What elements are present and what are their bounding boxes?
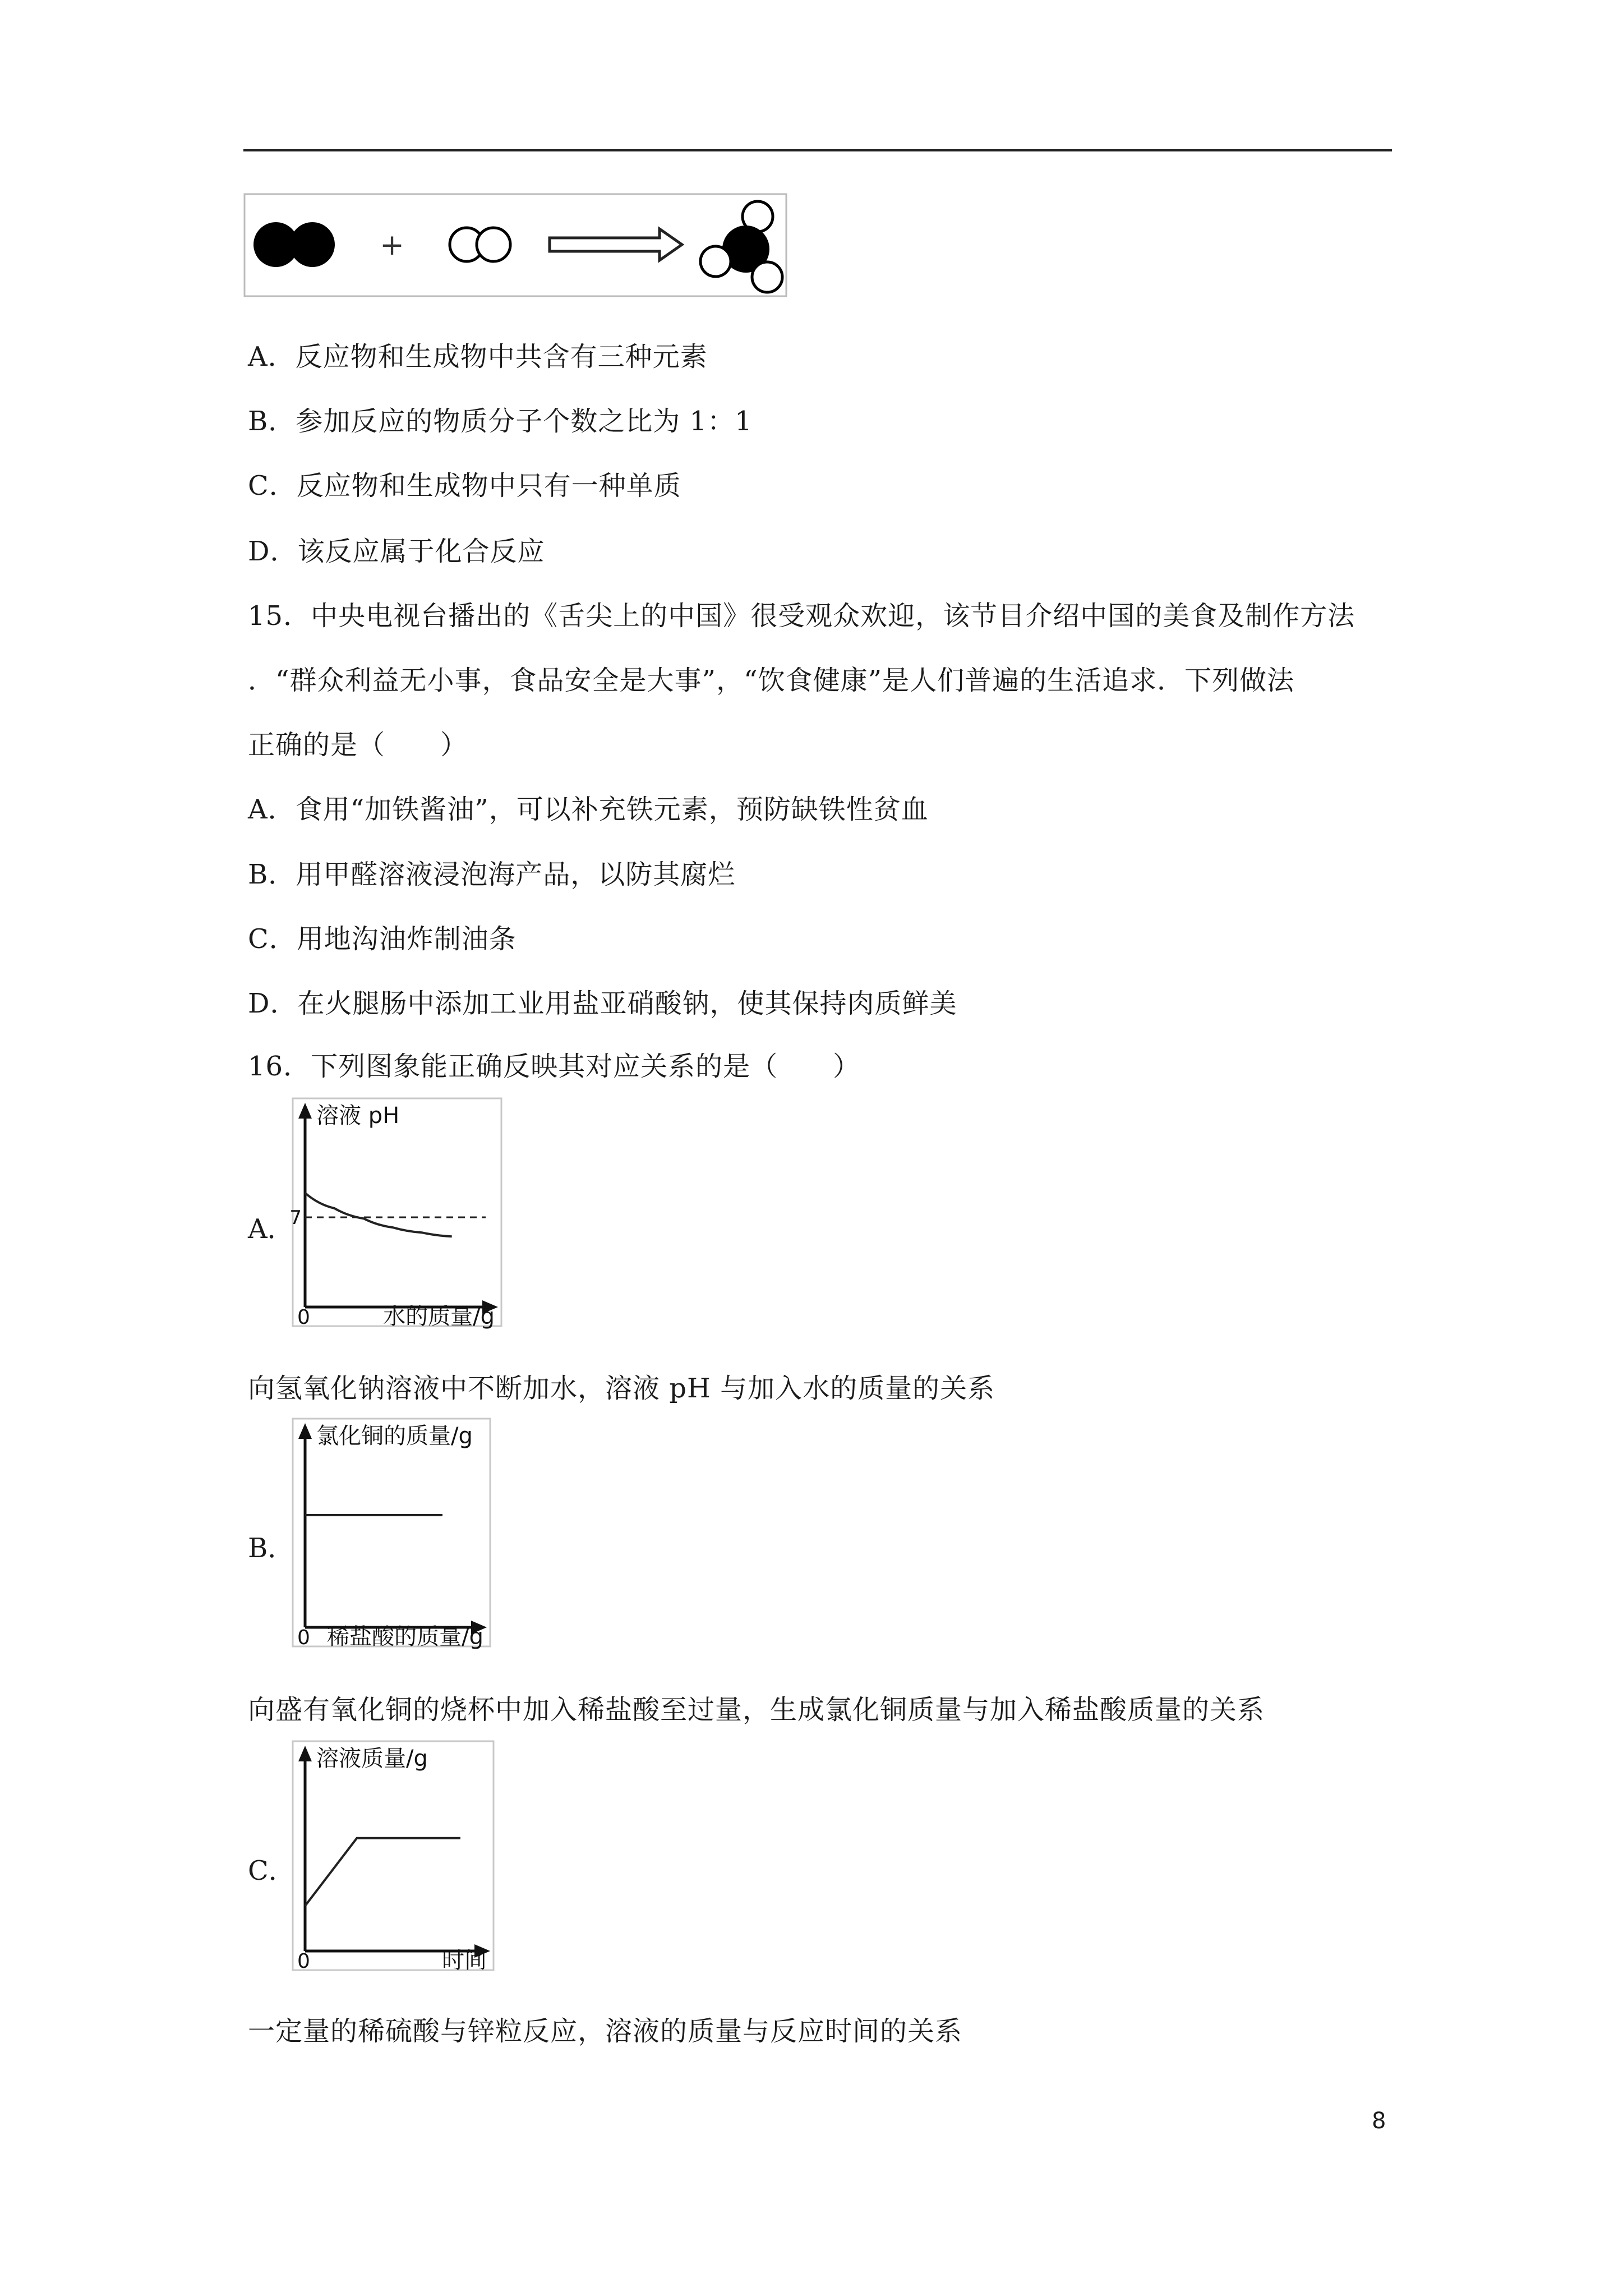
q15-option-b: B．用甲醛溶液浸泡海产品，以防其腐烂 (248, 859, 736, 890)
q16-option-c-caption: 一定量的稀硫酸与锌粒反应，溶液的质量与反应时间的关系 (248, 2016, 963, 2047)
x-axis-label: 时间 (442, 1948, 487, 1973)
y-axis-arrow (298, 1423, 312, 1439)
chart-b (292, 1418, 491, 1648)
y-axis-label: 溶液 pH (316, 1103, 400, 1129)
chart-a (289, 1097, 502, 1329)
q16-option-a-letter: A． (248, 1213, 294, 1245)
y-axis-arrow (298, 1103, 312, 1119)
black-atom (290, 222, 335, 267)
x-axis-label: 水的质量/g (383, 1304, 495, 1329)
page-number: 8 (1372, 2108, 1386, 2134)
plus-sign: + (380, 228, 404, 262)
origin-label: 0 (297, 1306, 310, 1329)
y-axis-label: 氯化铜的质量/g (316, 1423, 473, 1449)
q16-option-a-caption: 向氢氧化钠溶液中不断加水，溶液 pH 与加入水的质量的关系 (248, 1373, 995, 1404)
reaction-diagram (243, 193, 787, 297)
q15-option-d: D．在火腿肠中添加工业用盐亚硝酸钠，使其保持肉质鲜美 (248, 988, 957, 1019)
q15-option-c: C．用地沟油炸制油条 (248, 923, 517, 955)
reference-tick-label: 7 (289, 1207, 302, 1229)
q15-stem-line-3: 正确的是（ ） (248, 729, 468, 761)
q14-option-d: D．该反应属于化合反应 (248, 536, 545, 567)
origin-label: 0 (297, 1950, 310, 1973)
q15-stem-line-1: 15．中央电视台播出的《舌尖上的中国》很受观众欢迎，该节目介绍中国的美食及制作方法 (248, 600, 1355, 632)
q15-stem-line-2: ．“群众利益无小事，食品安全是大事”，“饮食健康”是人们普遍的生活追求．下列做法 (248, 665, 1295, 696)
q16-option-c-letter: C． (248, 1855, 296, 1887)
q14-option-a: A．反应物和生成物中共含有三种元素 (248, 341, 708, 372)
q14-option-b: B．参加反应的物质分子个数之比为 1：1 (248, 406, 753, 437)
q16-option-b-letter: B． (248, 1533, 295, 1564)
q16-option-b-caption: 向盛有氧化铜的烧杯中加入稀盐酸至过量，生成氯化铜质量与加入稀盐酸质量的关系 (248, 1694, 1265, 1726)
origin-label: 0 (297, 1626, 310, 1649)
figure-border (293, 1741, 494, 1970)
figure-border (293, 1098, 501, 1326)
x-axis-label: 稀盐酸的质量/g (327, 1624, 483, 1650)
white-atom (700, 246, 731, 277)
header-rule (243, 149, 1392, 151)
series-line (305, 1193, 452, 1237)
y-axis-label: 溶液质量/g (316, 1746, 428, 1772)
series-line (305, 1838, 460, 1906)
q15-option-a: A．食用“加铁酱油”，可以补充铁元素，预防缺铁性贫血 (248, 794, 929, 825)
figure-border (293, 1419, 490, 1646)
reaction-arrow (550, 229, 682, 260)
q16-stem: 16．下列图象能正确反映其对应关系的是（ ） (248, 1051, 861, 1082)
y-axis-arrow (298, 1746, 312, 1761)
white-atom (477, 228, 510, 261)
white-atom (752, 262, 782, 292)
q14-option-c: C．反应物和生成物中只有一种单质 (248, 470, 681, 501)
chart-c (292, 1740, 495, 1971)
